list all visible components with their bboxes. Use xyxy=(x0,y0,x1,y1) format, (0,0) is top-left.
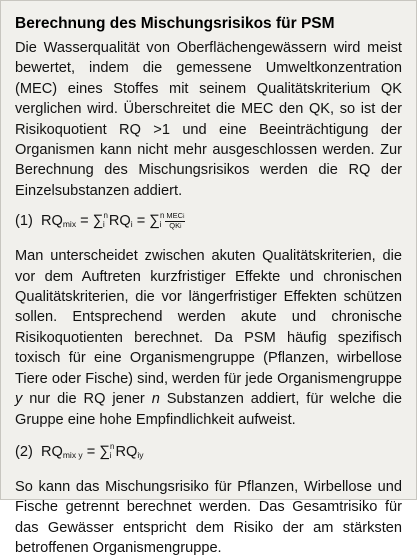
paragraph-intro: Die Wasserqualität von Oberflächengewässern wird meist bewertet, indem die gemessene Umweltkonzentration (MEC) eines Stoffes mit seinem Qualitätskriterium QK verglichen wird. Überschreitet die MEC den QK, so ist der Risikoquotient RQ >1 und eine Beeinträchtigung der Organismen kann nicht mehr ausgeschlossen werden. Zur Berechnung des Mischungsrisikos werden die RQ der Einzelsubstanzen addiert. xyxy=(15,40,402,199)
formula-1-number: (1) xyxy=(15,213,33,230)
sum-symbol: ∑ xyxy=(92,212,104,230)
sum-symbol: ∑ xyxy=(149,212,160,230)
formula-1: (1) $RQ_{mix} = \sum n_i$ $RQ_i = \sum n_i$ $\frac{\text{MECi}}{\text{QKi}}$ xyxy=(15,210,185,230)
formula-2: (2) $RQ_{mix y} = \sum n_i$ $RQ_{iy}$ xyxy=(15,441,144,460)
formula-2-number: (2) xyxy=(15,443,33,460)
paragraph-criteria: Man unterscheidet zwischen akuten Qualitätskriterien, die vor dem Auftreten kurzfristiger Effekte und chronischen Qualitätskriterien, die vor längerfristiger Effekten schützen sollen. Entsprechend werden akute und chronische Risikoquotienten berechnet. Da PSM häufig spezifisch toxisch für eine Organismengruppe (Pflanzen, wirbellose Tiere oder Fische) sind, werden für jede Organismengruppe y nur die RQ jener n Substanzen addiert, für welche die Gruppe eine hohe Empfindlichkeit aufweist. xyxy=(15,248,403,428)
sum-symbol: ∑ xyxy=(99,442,111,460)
paragraph-conclusion: So kann das Mischungsrisiko für Pflanzen, Wirbellose und Fische getrennt berechnet werden. Das Gesamtrisiko für das Gewässer entspricht dem Risiko der am stärksten betroffenen Organismengruppe. xyxy=(15,478,402,557)
fraction: $\frac{\text{MECi}}{\text{QKi}}$ xyxy=(166,210,185,230)
box-title: Berechnung des Mischungsrisikos für PSM xyxy=(15,15,335,32)
